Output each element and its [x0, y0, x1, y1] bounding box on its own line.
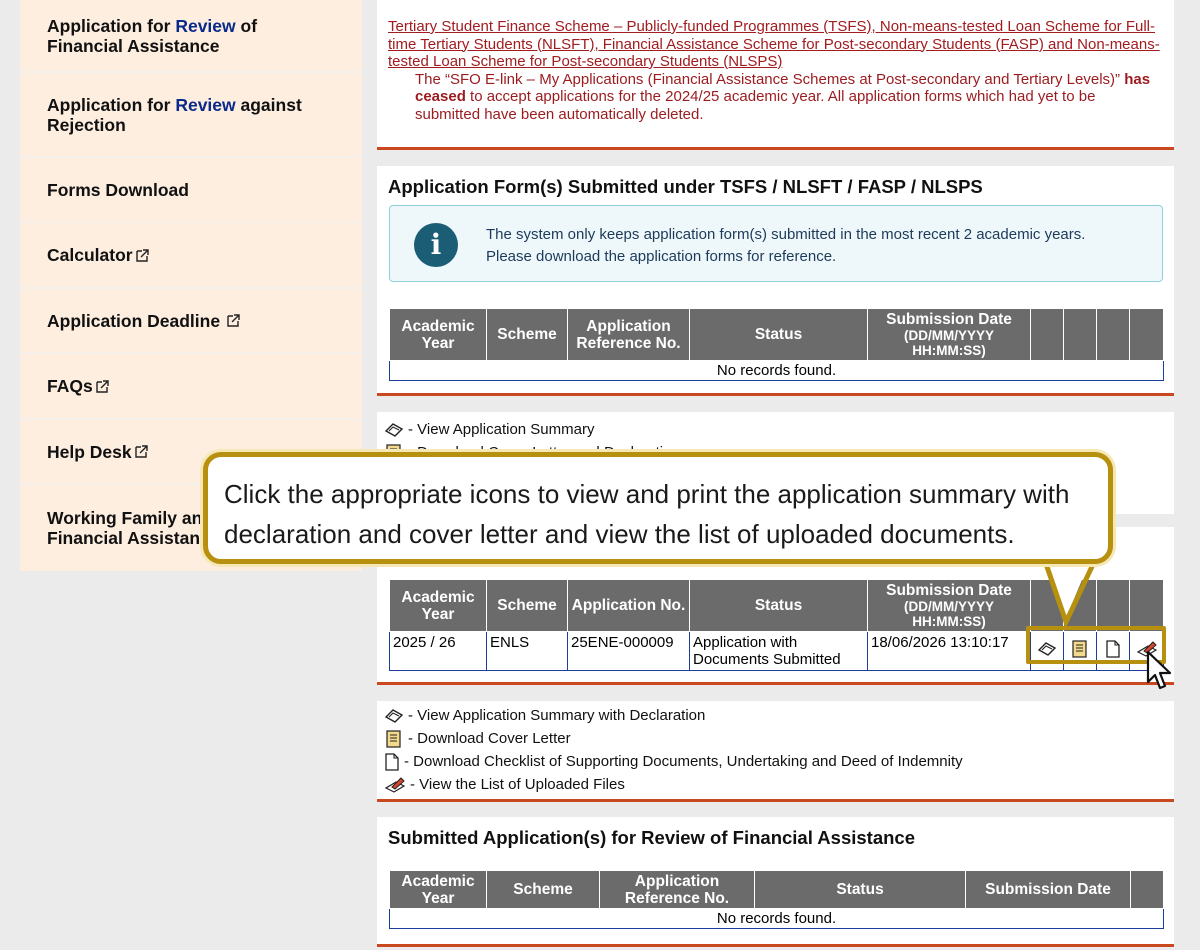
empty-row: No records found.	[390, 361, 1164, 381]
legend	[377, 701, 1174, 796]
info-line: The system only keeps application form(s) submitted in the most recent 2 academic years.	[486, 226, 1086, 243]
sidebar-item-highlight: Review	[175, 15, 236, 36]
info-icon: i	[414, 223, 458, 267]
info-box	[389, 205, 1163, 282]
cell-scheme: ENLS	[487, 632, 568, 671]
review-applications-panel	[377, 817, 1174, 947]
sidebar-item-label: Working Family an	[47, 508, 203, 528]
sidebar-item-label: Application Deadline	[47, 310, 221, 331]
sidebar-item-faqs[interactable]	[20, 354, 362, 420]
external-link-icon	[135, 445, 148, 458]
external-link-icon	[136, 249, 149, 262]
document-icon	[384, 753, 400, 771]
cell-status: Application with Documents Submitted	[690, 632, 868, 671]
legend-panel-enls	[377, 701, 1174, 802]
sidebar-item-label: Financial Assistan	[47, 528, 201, 548]
sidebar-item-highlight: Review	[175, 94, 236, 115]
external-link-icon	[96, 380, 109, 393]
column-header-scheme: Scheme	[487, 580, 568, 632]
notice-text-bold: has ceased	[415, 70, 1151, 105]
sidebar-item-label: Financial Assistance	[47, 35, 220, 56]
external-link-icon	[227, 314, 240, 327]
cell-submission-date: 18/06/2026 13:10:17	[868, 632, 1031, 671]
notice-text: The “SFO E-link – My Applications (Financial Assistance Schemes at Post-secondary and Tertiary Levels)”	[415, 70, 1125, 88]
notice-body	[388, 71, 1162, 124]
notice-link[interactable]: Tertiary Student Finance Scheme – Publicly-funded Programmes (TSFS), Non-means-tested Loan Scheme for Full-time Tertiary Students (NLSFT), Financial Assistance Scheme for Post-secondary Students (FASP) and Non-means-tested Loan Scheme for Post-secondary Students (NLSPS)	[388, 18, 1160, 70]
review-table	[389, 870, 1164, 929]
sidebar-item-label: Rejection	[47, 114, 126, 135]
column-header-action	[1130, 580, 1164, 632]
empty-row: No records found.	[390, 909, 1164, 929]
legend-text: - View the List of Uploaded Files	[410, 776, 625, 793]
header-format: HH:MM:SS)	[912, 614, 986, 629]
sidebar-item-forms-download[interactable]	[20, 158, 362, 223]
header-format: HH:MM:SS)	[912, 343, 986, 358]
column-header-scheme: Scheme	[487, 309, 568, 361]
column-header-status: Status	[690, 309, 868, 361]
header-format: (DD/MM/YYYY	[903, 328, 994, 343]
sidebar-item-label: FAQs	[47, 376, 93, 396]
sidebar-item-label: Calculator	[47, 245, 133, 265]
sidebar-item-label: of	[235, 15, 258, 36]
legend-item	[384, 727, 1174, 750]
legend-item	[384, 704, 1174, 727]
eye-glasses-icon	[384, 422, 404, 438]
cell-application-no: 25ENE-000009	[568, 632, 690, 671]
notice-panel	[377, 0, 1174, 150]
section-title: Submitted Application(s) for Review of Financial Assistance	[388, 827, 915, 848]
legend-item	[384, 418, 1174, 441]
column-header-action	[1031, 309, 1064, 361]
sidebar-item-label: Forms Download	[47, 179, 189, 200]
legend-text: - Download Cover Letter	[408, 730, 571, 747]
sidebar-item-label: against	[235, 94, 302, 115]
pen-upload-icon	[384, 776, 406, 794]
column-header-action	[1097, 309, 1130, 361]
sidebar-item-review-financial-assistance[interactable]	[20, 0, 362, 73]
header-format: (DD/MM/YYYY	[903, 599, 994, 614]
legend-text: - View Application Summary with Declaration	[408, 707, 706, 724]
notice-text: to accept applications for the 2024/25 academic year. All application forms which had yet to be submitted have been automatically deleted.	[415, 88, 1096, 123]
column-header-submission-date: Submission Date	[966, 871, 1131, 909]
mouse-pointer-icon	[1145, 650, 1173, 692]
sidebar-item-review-against-rejection[interactable]	[20, 73, 362, 158]
legend-item	[384, 773, 1174, 796]
column-header-action	[1131, 871, 1164, 909]
column-header-application-no: Application No.	[568, 580, 690, 632]
column-header-submission-date	[868, 580, 1031, 632]
column-header-academic-year: Academic Year	[390, 871, 487, 909]
legend-text: - Download Checklist of Supporting Documents, Undertaking and Deed of Indemnity	[404, 753, 963, 770]
column-header-academic-year: Academic Year	[390, 580, 487, 632]
column-header-status: Status	[755, 871, 966, 909]
column-header-submission-date	[868, 309, 1031, 361]
column-header-action	[1064, 309, 1097, 361]
sidebar-item-application-deadline[interactable]	[20, 289, 362, 354]
header-text: Submission Date	[886, 582, 1012, 599]
column-header-academic-year: Academic Year	[390, 309, 487, 361]
callout-tail	[1040, 556, 1110, 634]
column-header-reference: Application Reference No.	[568, 309, 690, 361]
eye-glasses-icon	[384, 708, 404, 724]
legend-text: - View Application Summary	[408, 421, 595, 438]
tsfs-applications-panel	[377, 166, 1174, 396]
column-header-action	[1130, 309, 1164, 361]
column-header-scheme: Scheme	[487, 871, 600, 909]
section-title: Application Form(s) Submitted under TSFS / NLSFT / FASP / NLSPS	[388, 176, 983, 197]
tsfs-table	[389, 308, 1164, 381]
header-text: Submission Date	[886, 311, 1012, 328]
sidebar-item-label: Application for	[47, 94, 176, 115]
sidebar-item-label: Help Desk	[47, 441, 132, 462]
info-text	[486, 224, 1085, 268]
notice	[377, 0, 1174, 123]
column-header-status: Status	[690, 580, 868, 632]
column-header-reference: Application Reference No.	[600, 871, 755, 909]
callout-tooltip	[203, 452, 1113, 564]
legend-item	[384, 750, 1174, 773]
info-line: Please download the application forms for reference.	[486, 248, 837, 265]
cell-academic-year: 2025 / 26	[390, 632, 487, 671]
callout-text: Click the appropriate icons to view and print the application summary with declaration and cover letter and view the list of uploaded documents.	[224, 479, 1070, 549]
sidebar-item-label: Application for	[47, 15, 176, 36]
scroll-icon	[384, 730, 404, 748]
sidebar-item-calculator[interactable]	[20, 223, 362, 289]
